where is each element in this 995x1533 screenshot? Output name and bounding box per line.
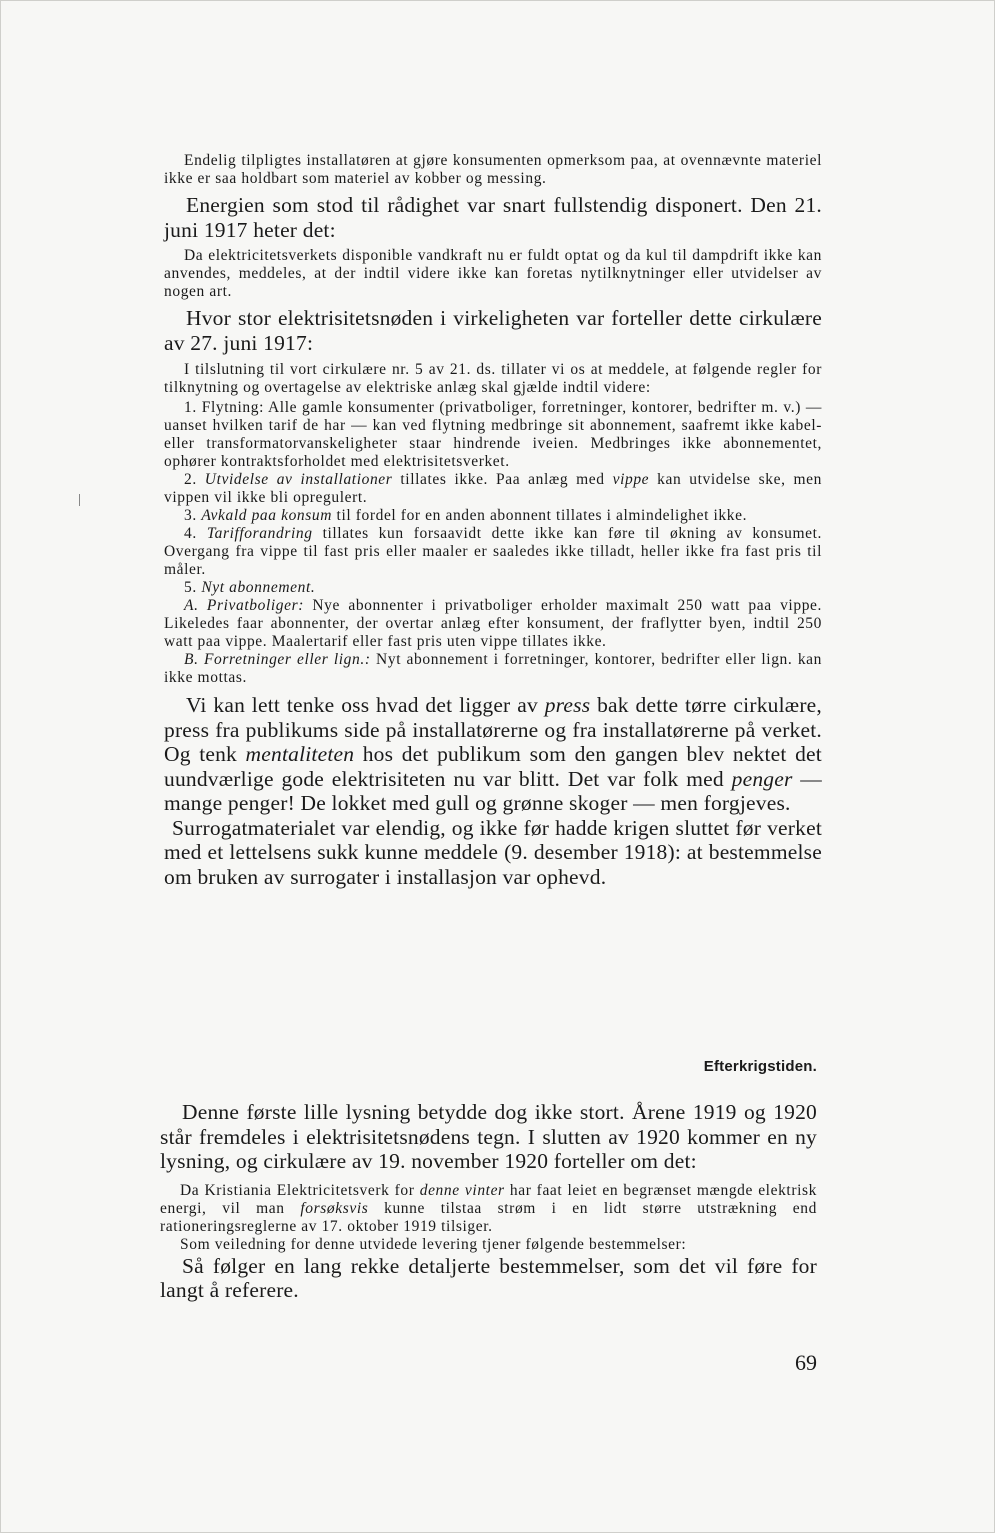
rule-3-avkald [164,507,822,525]
quote-1920-19-nov [160,1182,817,1236]
rule-4-tarif [164,525,822,579]
paragraph-installator: Endelig tilpligtes installatøren at gjøre konsumenten opmerksom paa, at ovennævnte materiel ikke er saa holdbart som materiel av kobber og messing. [164,152,822,187]
rule-4-text: tillates kun forsaavidt dette ikke kan føre til økning av konsumet. Overgang fra vippe til fast pris eller maaler er saaledes ikke tilladt, heller ikke fra fast pris til måler. [164,525,822,578]
rule-3-title: Avkald paa konsum [201,507,333,524]
quote-1920-text-b: har faat leiet en begrænset mængde elektrisk energi, vil man [160,1181,817,1217]
quote-1917-21-juni: Da elektricitetsverkets disponible vandkraft nu er fuldt optat og da kul til dampdrift ikke kan anvendes, meddeles, at der indtil videre ikke kan foretas nytilknytninger eller utvidelser av nogen art. [164,247,822,300]
press-text-d: — mange penger! De lokket med gull og grønne skoger — men forgjeves. [164,766,822,815]
rule-a-title: A. Privatboliger: [184,597,304,614]
margin-mark [79,494,80,506]
paragraph-surrogat: Surrogatmaterialet var elendig, og ikke før hadde krigen sluttet før verket med et lettelsens sukk kunne meddele (9. desember 1918): at bestemmelse om bruken av surrogater i installasjon var ophevd. [164,815,822,889]
rule-2-vippe: vippe [612,471,650,488]
press-em-press: press [544,693,591,717]
section-heading-efterkrigstiden: Efterkrigstiden. [703,1058,817,1075]
quote-1917-27-juni: I tilslutning til vort cirkulære nr. 5 av 21. ds. tillater vi os at meddele, at følgende regler for tilknytning og overtagelse av elektriske anlæg skal gjælde indtil videre: [164,361,822,396]
rule-5-nyt [164,579,822,597]
quote-1920-em-vinter: denne vinter [419,1181,505,1199]
press-text-c: hos det publikum som den gangen blev nektet det uundværlige gode elektrisiteten nu var blitt. Det var folk med [164,742,822,791]
rule-3-text: til fordel for en anden abonnent tillates i almindelighet ikke. [336,507,748,524]
rule-b-title: B. Forretninger eller lign.: [184,651,371,668]
rule-3-number: 3. [184,507,197,524]
paragraph-hvor-stor: Hvor stor elektrisitetsnøden i virkeligheten var forteller dette cirkulære av 27. juni 1917: [164,306,822,355]
rule-2-utvidelse [164,471,822,507]
quote-1920-text-a: Da Kristiania Elektricitetsverk for [180,1181,415,1199]
main-text-column [164,152,822,889]
rule-b-text: Nyt abonnement i forretninger, kontorer, bedrifter eller lign. kan ikke mottas. [164,651,822,686]
rule-2-text-a: tillates ikke. Paa anlæg med [400,471,605,488]
quote-1920-em-forsoksvis: forsøksvis [300,1199,369,1217]
page-number: 69 [795,1350,817,1375]
quote-1920-veiledning: Som veiledning for denne utvidede levering tjener følgende bestemmelser: [180,1235,687,1253]
quote-1920-text-c: kunne tilstaa strøm i en lidt større utstrækning end rationeringsreglerne av 17. oktober 1919 tilsiger. [160,1199,817,1235]
press-em-penger: penger [731,766,793,791]
rule-2-title: Utvidelse av installationer [204,471,393,488]
rule-4-title: Tarifforandring [206,525,313,542]
paragraph-denne-forste: Denne første lille lysning betydde dog ikke stort. Årene 1919 og 1920 står fremdeles i elektrisitetsnødens tegn. I slutten av 1920 kommer en ny lysning, og cirkulære av 19. november 1920 forteller om det: [160,1100,817,1173]
rule-2-text-b: kan utvidelse ske, men vippen vil ikke bli opregulert. [164,471,822,506]
rule-5-number: 5. [184,579,197,596]
rule-4-number: 4. [184,525,197,542]
press-em-mentaliteten: mentaliteten [245,742,355,766]
rule-b-forretninger [164,651,822,687]
rule-1-flytning: 1. Flytning: Alle gamle konsumenter (privatboliger, forretninger, kontorer, bedrifter m. v.) — uanset hvilken tarif de har — kan ved flytning medbringe sit abonnement, saafremt ikke kabel- eller transformatorvanskeligheter staar hindrende iveien. Medbringes ikke abonnementet, ophører kontraktsforholdet med elektrisitetsverket. [164,399,822,470]
paragraph-energien: Energien som stod til rådighet var snart fullstendig disponert. Den 21. juni 1917 heter det: [164,193,822,242]
paragraph-sa-folger: Så følger en lang rekke detaljerte bestemmelser, som det vil føre for langt å referere. [160,1253,817,1302]
paragraph-press [164,693,822,816]
rule-a-text: Nye abonnenter i privatboliger erholder maximalt 250 watt paa vippe. Likeledes faar abonnenter, der overtar anlæg efter konsument, der fraflytter byen, indtil 250 watt paa vippe. Maalertarif eller fast pris uten vippe tillates ikke. [164,597,822,650]
rule-5-title: Nyt abonnement. [201,579,316,596]
second-text-column [160,1100,817,1303]
press-text-b: bak dette tørre cirkulære, press fra publikums side på installatørerne og fra installatørerne på verket. Og tenk [164,693,822,766]
press-text-a: Vi kan lett tenke oss hvad det ligger av [186,693,538,717]
rule-a-privatboliger [164,597,822,651]
rule-2-number: 2. [184,471,197,488]
